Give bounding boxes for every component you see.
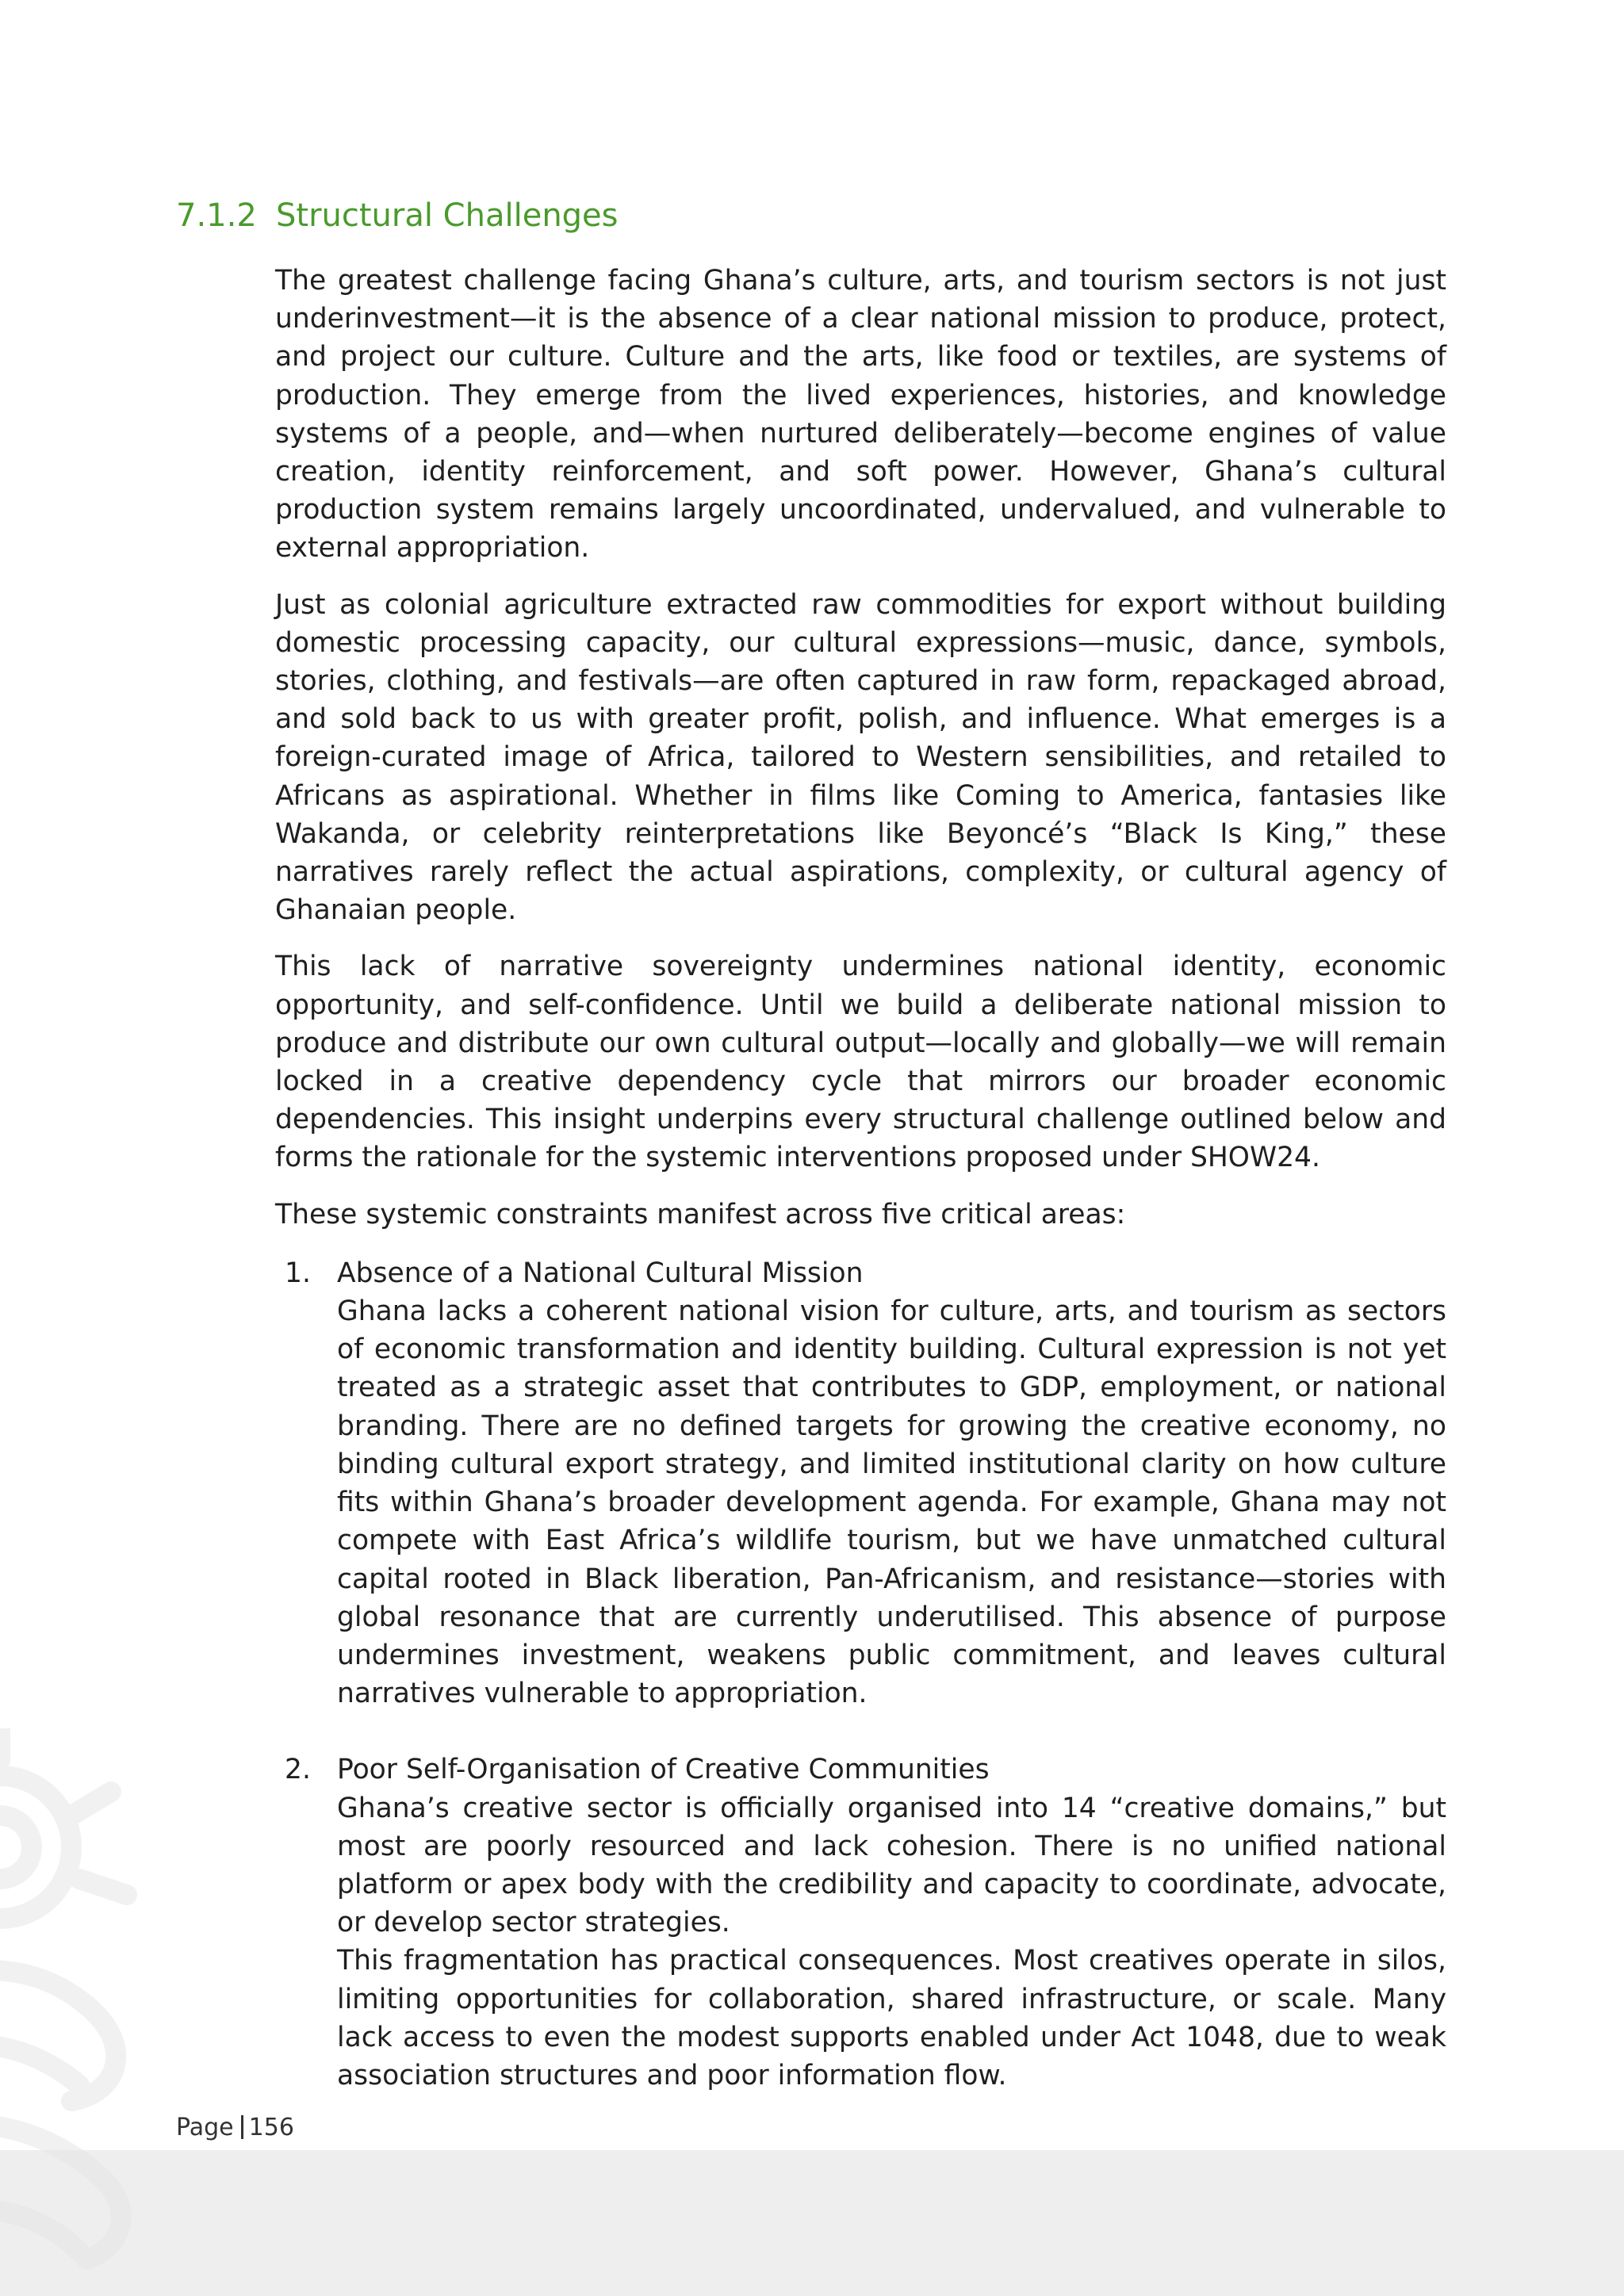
list-item-number: 1. [285,1257,311,1289]
paragraph: Just as colonial agriculture extracted raw commodities for export without building domestic processing capacity, our cultural expressions—music, dance, symbols, stories, clothing, and festivals—are often captured in raw form, repackaged abroad, and sold back to us with greater profit, polish, and influence. What emerges is a foreign-curated image of Africa, tailored to Western sensibilities, and retailed to Africans as aspirational. Whether in films like Coming to America, fantasies like Wakanda, or celebrity reinterpretations like Beyoncé’s “Black Is King,” these narratives rarely reflect the actual aspirations, complexity, or cultural agency of Ghanaian people. [275,588,1446,927]
paragraph: This lack of narrative sovereignty undermines national identity, economic opportunity, and self-confidence. Until we build a deliberate national mission to produce and distribute our own cultural output—locally and globally—we will remain locked in a creative dependency cycle that mirrors our broader economic dependencies. This insight underpins every structural challenge outlined below and forms the rationale for the systemic interventions proposed under SHOW24. [275,951,1446,1174]
list-item-text: Ghana lacks a coherent national vision for culture, arts, and tourism as sectors of economic transformation and identity building. Cultural expression is not yet treated as a strategic asset that contributes to GDP, employment, or national branding. There are no defined targets for growing the creative economy, no binding cultural export strategy, and limited institutional clarity on how culture fits within Ghana’s broader development agenda. For example, Ghana may not compete with East Africa’s wildlife tourism, but we have unmatched cultural capital rooted in Black liberation, Pan-Africanism, and resistance—stories with global resonance that are currently underutilised. This absence of purpose undermines investment, weakens public commitment, and leaves cultural narratives vulnerable to appropriation. [337,1295,1446,1710]
section-number: 7.1.2 [176,197,257,234]
paragraph: These systemic constraints manifest across five critical areas: [275,1198,1126,1230]
body-content [275,262,1446,2133]
challenges-list [275,1254,1446,2095]
section-title: Structural Challenges [276,197,619,234]
list-item-number: 2. [285,1754,311,1786]
list-item-title: Absence of a National Cultural Mission [337,1257,864,1289]
section-heading [176,195,619,236]
list-item [275,1751,1446,2095]
page-separator [241,2115,243,2139]
page-number: 156 [248,2114,294,2141]
list-item-text: This fragmentation has practical consequences. Most creatives operate in silos, limiting opportunities for collaboration, shared infrastructure, or scale. Many lack access to even the modest supports enabled under Act 1048, due to weak association structures and poor information flow. [337,1945,1446,2091]
paragraph: The greatest challenge facing Ghana’s culture, arts, and tourism sectors is not just underinvestment—it is the absence of a clear national mission to produce, protect, and project our culture. Culture and the arts, like food or textiles, are systems of production. They emerge from the lived experiences, histories, and knowledge systems of a people, and—when nurtured deliberately—become engines of value creation, identity reinforcement, and soft power. However, Ghana’s cultural production system remains largely uncoordinated, undervalued, and vulnerable to external appropriation. [275,265,1446,564]
list-item-text: Ghana’s creative sector is officially organised into 14 “creative domains,” but most are poorly resourced and lack cohesion. There is no unified national platform or apex body with the credibility and capacity to coordinate, advocate, or develop sector strategies. [337,1792,1446,1939]
list-item-title: Poor Self-Organisation of Creative Communities [337,1754,990,1786]
page-number-footer [176,2112,294,2144]
decorative-pattern-watermark [0,1728,246,2296]
list-item [275,1254,1446,1712]
page-label: Page [176,2114,234,2141]
